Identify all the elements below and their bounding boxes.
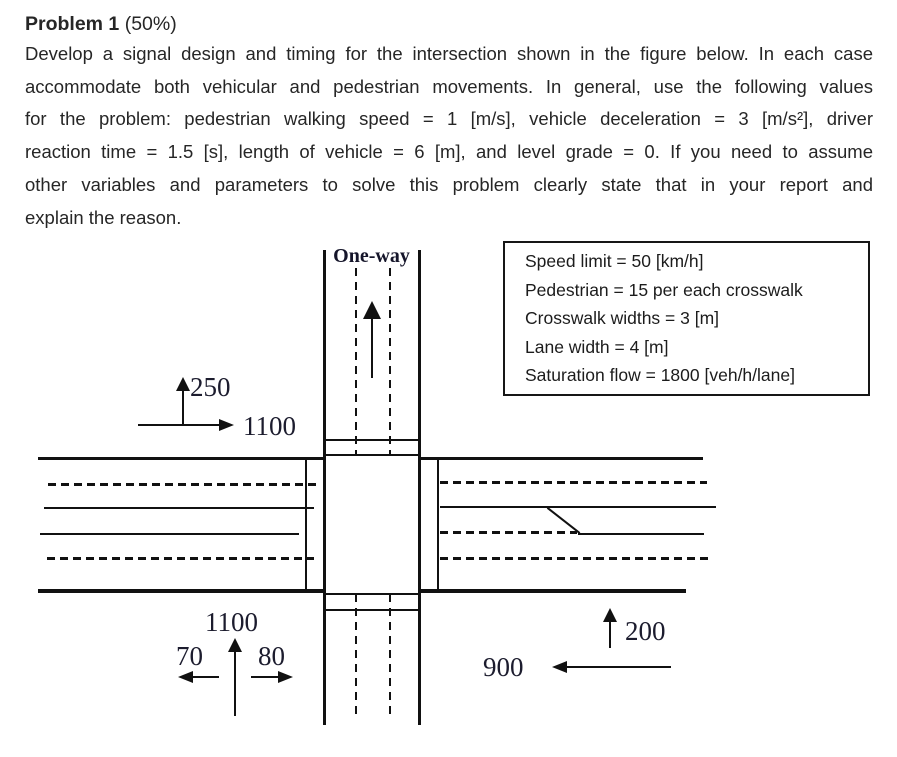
paragraph-line: other variables and parameters to solve this problem clearly state that in your report and [25, 173, 873, 195]
lane-taper-line [547, 507, 581, 534]
east-right-turn-arrow-head-icon [603, 608, 617, 622]
lane-dashed-line [47, 557, 314, 560]
lane-dashed-line [440, 557, 708, 560]
crosswalk-line-south [323, 593, 421, 595]
lane-solid-line [440, 506, 716, 508]
problem-statement [25, 10, 873, 234]
lane-dashed-line [355, 268, 357, 456]
lane-dashed-line [48, 483, 316, 486]
parameter-line: Crosswalk widths = 3 [m] [525, 308, 720, 329]
horizontal-road-north-edge-east [420, 457, 703, 460]
west-through-arrow-shaft [138, 424, 221, 426]
south-right-turn-arrow-shaft [251, 676, 279, 678]
south-right-turn-arrow-head-icon [278, 671, 293, 683]
horizontal-road-south-edge-east [420, 589, 686, 593]
one-way-arrow-shaft [371, 318, 373, 378]
lane-dashed-line [389, 594, 391, 720]
paragraph-line: Develop a signal design and timing for the intersection shown in the figure below. In each case [25, 43, 873, 64]
paragraph-line: accommodate both vehicular and pedestrian movements. In general, use the following values [25, 75, 873, 97]
lane-solid-line [578, 533, 704, 535]
paragraph-line: explain the reason. [25, 206, 182, 228]
vertical-road-west-edge [323, 250, 326, 725]
lane-dashed-line [355, 594, 357, 720]
problem-weight: (50%) [119, 13, 177, 35]
south-through-arrow-head-icon [228, 638, 242, 652]
problem-title: Problem 1 [25, 13, 120, 35]
south-through-arrow-shaft [234, 651, 236, 716]
lane-dashed-line [389, 268, 391, 456]
crosswalk-line-north [323, 454, 421, 456]
south-left-turn-arrow-head-icon [178, 671, 193, 683]
vertical-road-east-edge [418, 250, 421, 725]
south-left-turn-volume: 70 [176, 641, 203, 671]
crosswalk-line-west [305, 459, 307, 590]
horizontal-road-north-edge-west [38, 457, 325, 460]
parameter-line: Lane width = 4 [m] [525, 336, 669, 357]
crosswalk-line-east [437, 459, 439, 590]
east-right-turn-arrow-shaft [609, 621, 611, 648]
lane-dashed-line [440, 481, 707, 484]
west-left-turn-arrow-head-icon [176, 377, 190, 391]
west-through-arrow-head-icon [219, 419, 234, 431]
south-right-turn-volume: 80 [258, 641, 285, 671]
south-left-turn-arrow-shaft [191, 676, 219, 678]
parameter-line: Saturation flow = 1800 [veh/h/lane] [525, 365, 795, 386]
parameter-line: Pedestrian = 15 per each crosswalk [525, 279, 803, 300]
crosswalk-line-south [323, 609, 421, 611]
parameters-box [503, 241, 870, 396]
lane-solid-line [44, 507, 314, 509]
one-way-arrow-head-icon [363, 301, 381, 319]
east-through-arrow-head-icon [552, 661, 567, 673]
parameter-line: Speed limit = 50 [km/h] [525, 251, 704, 271]
crosswalk-line-north [323, 439, 421, 441]
west-left-turn-arrow-shaft [182, 390, 184, 425]
one-way-label: One-way [333, 245, 410, 267]
horizontal-road-south-edge-west [38, 589, 325, 593]
east-right-turn-volume: 200 [625, 616, 666, 646]
east-through-arrow-shaft [566, 666, 671, 668]
lane-solid-line [40, 533, 299, 535]
west-left-turn-volume: 250 [190, 372, 231, 402]
problem-heading [25, 10, 873, 38]
paragraph-line: for the problem: pedestrian walking speed = 1 [m/s], vehicle deceleration = 3 [m/s²], driver [25, 108, 873, 130]
west-through-volume: 1100 [243, 411, 296, 441]
paragraph-line: reaction time = 1.5 [s], length of vehicle = 6 [m], and level grade = 0. If you need to assume [25, 141, 873, 163]
east-through-volume: 900 [483, 652, 524, 682]
lane-dashed-line [440, 531, 577, 534]
south-through-volume: 1100 [205, 607, 258, 637]
